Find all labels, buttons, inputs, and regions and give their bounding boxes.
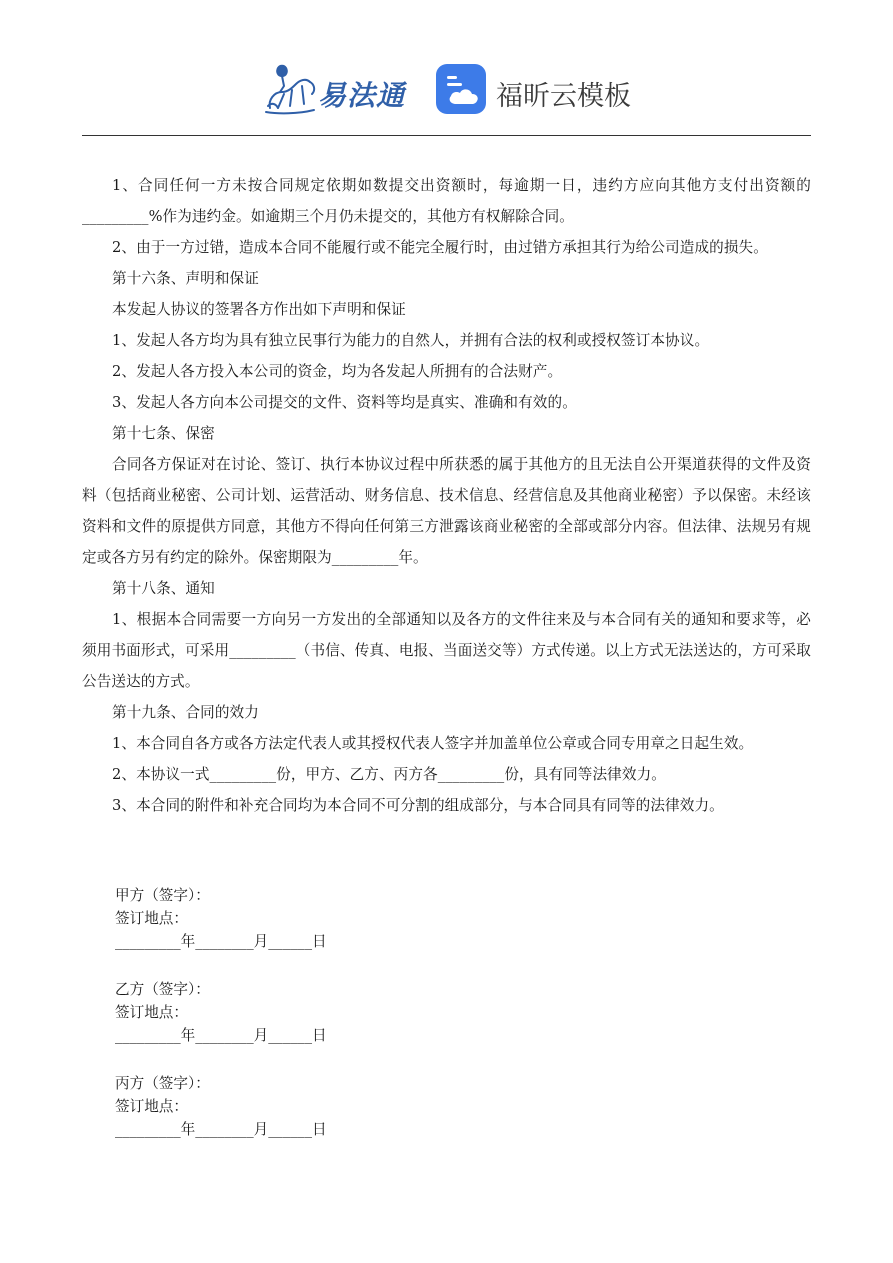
section-heading: 第十八条、通知 — [112, 580, 215, 597]
clause-paragraph: 2、发起人各方投入本公司的资金，均为各发起人所拥有的合法财产。 — [112, 363, 563, 380]
fuxin-cloud-icon — [436, 64, 486, 114]
section-heading: 第十七条、保密 — [112, 425, 215, 442]
contract-body — [82, 170, 811, 821]
clause-paragraph: 3、本合同的附件和补充合同均为本合同不可分割的组成部分，与本合同具有同等的法律效力。 — [112, 797, 724, 814]
signature-place-label: 签订地点： — [115, 910, 188, 927]
clause-paragraph: 2、本协议一式_________份，甲方、乙方、丙方各_________份，具有同等法律效力。 — [112, 766, 666, 783]
clause-paragraph: 1、本合同自各方或各方法定代表人或其授权代表人签字并加盖单位公章或合同专用章之日起生效。 — [112, 735, 754, 752]
clause-paragraph: 2、由于一方过错，造成本合同不能履行或不能完全履行时，由过错方承担其行为给公司造成的损失。 — [112, 239, 768, 256]
signature-date-line: _________年________月______日 — [115, 1121, 327, 1138]
yifatong-logo-text: 易法通 — [318, 79, 406, 112]
section-heading: 第十六条、声明和保证 — [112, 270, 259, 287]
clause-paragraph: 1、发起人各方均为具有独立民事行为能力的自然人，并拥有合法的权利或授权签订本协议。 — [112, 332, 710, 349]
signature-block-party-a — [115, 884, 415, 953]
signature-party-label: 乙方（签字）： — [115, 981, 210, 998]
document-header — [0, 58, 893, 122]
signature-block-party-b — [115, 978, 415, 1047]
clause-paragraph: 1、合同任何一方未按合同规定依期如数提交出资额时，每逾期一日，违约方应向其他方支付出资额的_________%作为违约金。如逾期三个月仍未提交的，其他方有权解除合同。 — [82, 177, 811, 225]
signature-block-party-c — [115, 1072, 415, 1141]
clause-paragraph: 3、发起人各方向本公司提交的文件、资料等均是真实、准确和有效的。 — [112, 394, 577, 411]
signature-party-label: 甲方（签字）： — [115, 887, 210, 904]
fuxin-logo-text: 福昕云模板 — [496, 81, 631, 112]
signature-date-line: _________年________月______日 — [115, 1027, 327, 1044]
signature-date-line: _________年________月______日 — [115, 933, 327, 950]
signature-place-label: 签订地点： — [115, 1098, 188, 1115]
section-heading: 第十九条、合同的效力 — [112, 704, 259, 721]
signature-party-label: 丙方（签字）： — [115, 1075, 210, 1092]
qilin-mascot-icon — [262, 62, 320, 120]
header-divider — [82, 135, 811, 136]
fuxin-logo — [436, 64, 636, 118]
yifatong-logo — [262, 62, 412, 120]
clause-paragraph: 本发起人协议的签署各方作出如下声明和保证 — [112, 301, 406, 318]
clause-paragraph: 1、根据本合同需要一方向另一方发出的全部通知以及各方的文件往来及与本合同有关的通知和要求等，必须用书面形式，可采用_________（书信、传真、电报、当面送交等）方式传递。以上方式无法送达的，方可采取公告送达的方式。 — [82, 611, 811, 690]
clause-paragraph: 合同各方保证对在讨论、签订、执行本协议过程中所获悉的属于其他方的且无法自公开渠道获得的文件及资料（包括商业秘密、公司计划、运营活动、财务信息、技术信息、经营信息及其他商业秘密）予以保密。未经该资料和文件的原提供方同意，其他方不得向任何第三方泄露该商业秘密的全部或部分内容。但法律、法规另有规定或各方另有约定的除外。保密期限为_________年。 — [82, 456, 811, 566]
signature-place-label: 签订地点： — [115, 1004, 188, 1021]
